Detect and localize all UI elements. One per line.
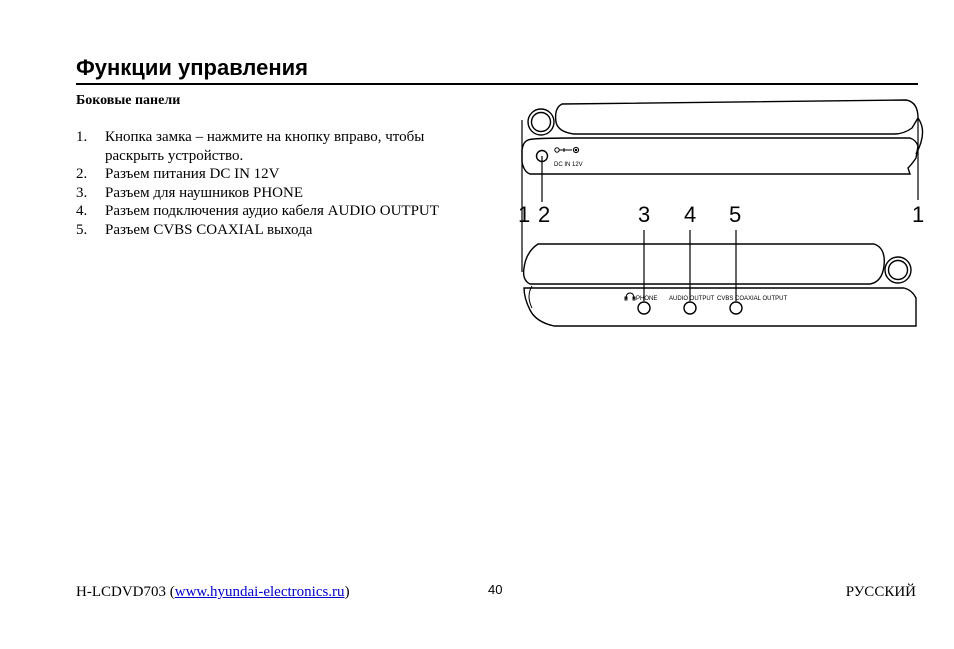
phone-jack (638, 302, 650, 314)
list-item-number: 5. (76, 221, 88, 238)
headphone-icon (625, 293, 635, 300)
callout-4: 4 (684, 202, 697, 227)
dc-polarity-icon (555, 147, 579, 152)
callout-2: 2 (538, 202, 551, 227)
list-item-number: 2. (76, 166, 88, 182)
footer-model (76, 582, 350, 602)
list-item-number: 1. (76, 129, 88, 145)
cvbs-jack (730, 302, 742, 314)
lid-outline (556, 100, 918, 134)
footer-model-text: H-LCDVD703 ( (76, 584, 175, 600)
list-item (76, 202, 476, 221)
list-item-text: Разъем подключения аудио кабеля AUDIO OUTPUT (105, 203, 439, 219)
lock-button-knob-inner (532, 113, 551, 132)
dc-in-label: DC IN 12V (554, 162, 583, 168)
section-subtitle: Боковые панели (76, 93, 181, 108)
list-item (76, 221, 476, 240)
page-number: 40 (488, 582, 503, 597)
list-item-text: Разъем питания DC IN 12V (105, 166, 280, 182)
base-outline (522, 138, 918, 174)
callout-1-left: 1 (518, 202, 531, 227)
footer-language: РУССКИЙ (845, 584, 916, 600)
device-bottom-view (524, 244, 916, 326)
list-item-text: Кнопка замка – нажмите на кнопку вправо, чтобы раскрыть устройство. (105, 129, 425, 164)
audio-output-label: AUDIO OUTPUT (669, 296, 715, 302)
website-link[interactable]: www.hyundai-electronics.ru (174, 584, 345, 600)
callout-lines (522, 118, 918, 301)
audio-output-jack (684, 302, 696, 314)
list-item (76, 128, 476, 165)
list-item-text: Разъем для наушников PHONE (105, 184, 303, 201)
callout-5: 5 (729, 202, 742, 227)
list-item-number: 3. (76, 184, 88, 201)
side-panels-diagram (514, 96, 928, 332)
callout-3: 3 (638, 202, 651, 227)
device-top-view (522, 100, 923, 174)
lid-outline-bottom (524, 244, 885, 284)
page-title: Функции управления (76, 55, 308, 80)
lock-button-knob-bottom-inner (889, 261, 908, 280)
phone-label: PHONE (636, 296, 658, 302)
list-item-number: 4. (76, 203, 88, 219)
cvbs-label: CVBS COAXIAL OUTPUT (717, 296, 788, 302)
base-outline-bottom (524, 288, 916, 326)
controls-list (76, 128, 476, 239)
callout-1-right: 1 (912, 202, 925, 227)
footer-model-close: ) (344, 584, 350, 600)
callout-numbers (518, 202, 924, 227)
list-item-text: Разъем CVBS COAXIAL выхода (105, 221, 313, 238)
base-inner-line (529, 286, 532, 308)
list-item (76, 165, 476, 184)
list-item (76, 184, 476, 203)
title-divider (76, 83, 918, 85)
